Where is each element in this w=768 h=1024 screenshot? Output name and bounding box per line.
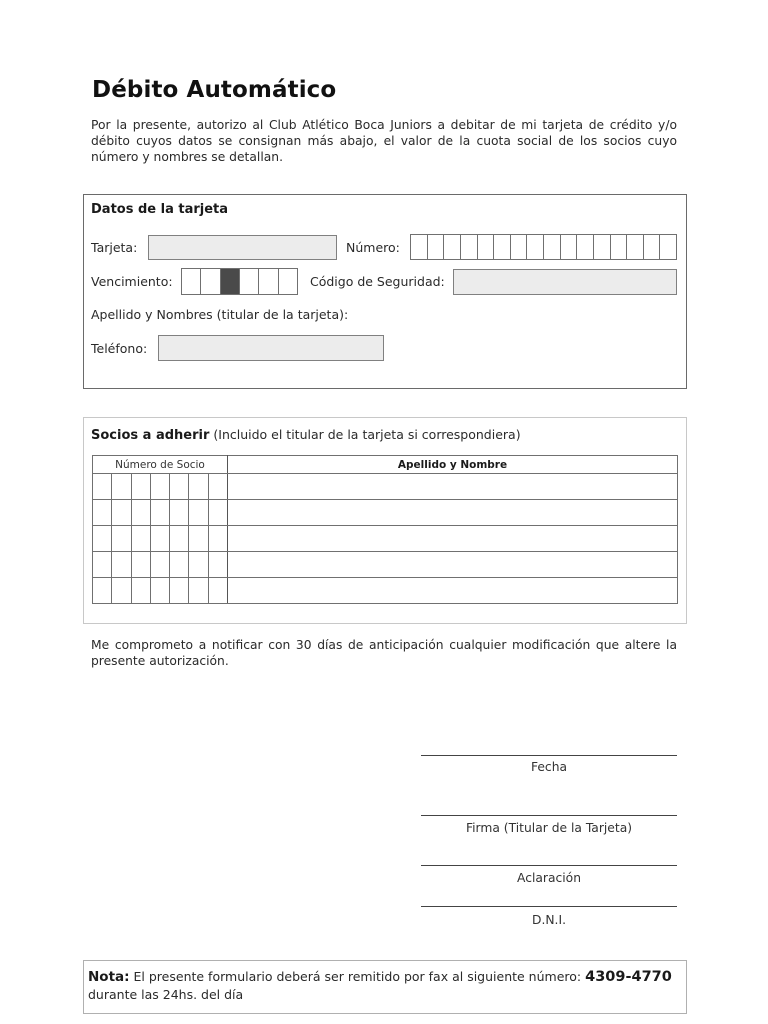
socios-table-header	[93, 456, 678, 474]
numero-socio-cells[interactable]	[93, 578, 228, 604]
firma-line[interactable]	[421, 815, 677, 816]
apellido-nombre-cell[interactable]	[228, 578, 678, 604]
digit-cell[interactable]	[151, 474, 170, 499]
nota-text-2: durante las 24hs. del día	[88, 987, 244, 1002]
codigo-field[interactable]	[453, 269, 677, 295]
intro-paragraph: Por la presente, autorizo al Club Atlético Boca Juniors a debitar de mi tarjeta de crédito y/o débito cuyos datos se consignan más abajo, el valor de la cuota social de los socios cuyo número y nombres se detallan.	[91, 118, 677, 164]
aclaracion-label: Aclaración	[517, 871, 581, 885]
digit-cell[interactable]	[511, 235, 528, 259]
table-row	[93, 526, 678, 552]
digit-cell[interactable]	[189, 474, 208, 499]
commitment-paragraph: Me comprometo a notificar con 30 días de anticipación cualquier modificación que altere la presente autorización.	[91, 638, 677, 668]
table-row	[93, 474, 678, 500]
digit-cell[interactable]	[132, 526, 151, 551]
digit-cell[interactable]	[461, 235, 478, 259]
numero-label: Número:	[346, 240, 400, 255]
digit-cell[interactable]	[182, 269, 201, 294]
vencimiento-label: Vencimiento:	[91, 274, 173, 289]
digit-cell[interactable]	[132, 578, 151, 603]
numero-socio-cells[interactable]	[93, 526, 228, 552]
nota-label: Nota:	[88, 969, 130, 985]
digit-cell[interactable]	[209, 500, 227, 525]
aclaracion-line[interactable]	[421, 865, 677, 866]
digit-cell[interactable]	[132, 552, 151, 577]
digit-cell[interactable]	[428, 235, 445, 259]
digit-cell[interactable]	[660, 235, 676, 259]
digit-cell[interactable]	[561, 235, 578, 259]
digit-cell[interactable]	[170, 474, 189, 499]
dni-line[interactable]	[421, 906, 677, 907]
socios-subtitle: (Incluido el titular de la tarjeta si correspondiera)	[213, 427, 521, 442]
digit-cell[interactable]	[478, 235, 495, 259]
digit-cell[interactable]	[594, 235, 611, 259]
digit-cell[interactable]	[151, 552, 170, 577]
digit-cell[interactable]	[132, 500, 151, 525]
digit-cell[interactable]	[112, 500, 131, 525]
table-row	[93, 552, 678, 578]
socios-section	[83, 417, 687, 624]
card-data-section	[83, 194, 687, 389]
digit-cell[interactable]	[93, 474, 112, 499]
socios-heading	[91, 427, 521, 443]
tarjeta-field[interactable]	[148, 235, 337, 260]
digit-cell[interactable]	[151, 500, 170, 525]
digit-cell[interactable]	[112, 552, 131, 577]
apellido-nombre-cell[interactable]	[228, 552, 678, 578]
telefono-field[interactable]	[158, 335, 384, 361]
table-row	[93, 500, 678, 526]
digit-cell[interactable]	[170, 526, 189, 551]
digit-cell[interactable]	[151, 578, 170, 603]
apellido-nombre-cell[interactable]	[228, 474, 678, 500]
vencimiento-cells[interactable]	[181, 268, 298, 295]
digit-cell[interactable]	[201, 269, 220, 294]
nota-text: El presente formulario deberá ser remitido por fax al siguiente número:	[133, 969, 582, 984]
digit-cell[interactable]	[170, 552, 189, 577]
digit-cell[interactable]	[112, 578, 131, 603]
digit-cell[interactable]	[93, 500, 112, 525]
digit-cell[interactable]	[627, 235, 644, 259]
card-section-title: Datos de la tarjeta	[91, 202, 229, 217]
digit-cell[interactable]	[170, 500, 189, 525]
digit-cell[interactable]	[112, 526, 131, 551]
numero-cells[interactable]	[410, 234, 677, 260]
digit-cell[interactable]	[132, 474, 151, 499]
page-title: Débito Automático	[92, 77, 337, 103]
socios-title: Socios a adherir	[91, 428, 210, 443]
codigo-label: Código de Seguridad:	[310, 274, 445, 289]
digit-cell[interactable]	[527, 235, 544, 259]
digit-cell[interactable]	[259, 269, 278, 294]
digit-cell[interactable]	[240, 269, 259, 294]
digit-cell[interactable]	[189, 500, 208, 525]
fecha-label: Fecha	[530, 760, 568, 774]
table-row	[93, 578, 678, 604]
tarjeta-label: Tarjeta:	[91, 240, 138, 255]
numero-socio-cells[interactable]	[93, 500, 228, 526]
col-numero-socio: Número de Socio	[93, 456, 228, 474]
fax-number: 4309-4770	[585, 969, 672, 985]
digit-cell[interactable]	[577, 235, 594, 259]
digit-cell[interactable]	[411, 235, 428, 259]
digit-cell[interactable]	[644, 235, 661, 259]
digit-cell[interactable]	[209, 526, 227, 551]
socios-table	[92, 455, 678, 604]
numero-socio-cells[interactable]	[93, 474, 228, 500]
digit-cell[interactable]	[494, 235, 511, 259]
digit-cell[interactable]	[611, 235, 628, 259]
digit-cell[interactable]	[170, 578, 189, 603]
digit-cell[interactable]	[279, 269, 297, 294]
digit-cell[interactable]	[93, 526, 112, 551]
col-apellido-nombre: Apellido y Nombre	[228, 456, 678, 474]
nota-box	[83, 960, 687, 1014]
digit-cell[interactable]	[444, 235, 461, 259]
digit-cell[interactable]	[209, 552, 227, 577]
apellido-titular-label: Apellido y Nombres (titular de la tarjeta):	[91, 307, 349, 322]
digit-cell[interactable]	[189, 526, 208, 551]
digit-cell[interactable]	[209, 578, 227, 603]
numero-socio-cells[interactable]	[93, 552, 228, 578]
digit-cell[interactable]	[189, 578, 208, 603]
digit-cell[interactable]	[151, 526, 170, 551]
digit-cell[interactable]	[209, 474, 227, 499]
firma-label: Firma (Titular de la Tarjeta)	[465, 821, 633, 835]
telefono-label: Teléfono:	[91, 341, 148, 356]
fecha-line[interactable]	[421, 755, 677, 756]
digit-cell[interactable]	[189, 552, 208, 577]
apellido-nombre-cell[interactable]	[228, 500, 678, 526]
digit-cell[interactable]	[112, 474, 131, 499]
dni-label: D.N.I.	[531, 913, 567, 927]
digit-cell[interactable]	[221, 269, 240, 294]
digit-cell[interactable]	[93, 578, 112, 603]
digit-cell[interactable]	[544, 235, 561, 259]
digit-cell[interactable]	[93, 552, 112, 577]
apellido-nombre-cell[interactable]	[228, 526, 678, 552]
